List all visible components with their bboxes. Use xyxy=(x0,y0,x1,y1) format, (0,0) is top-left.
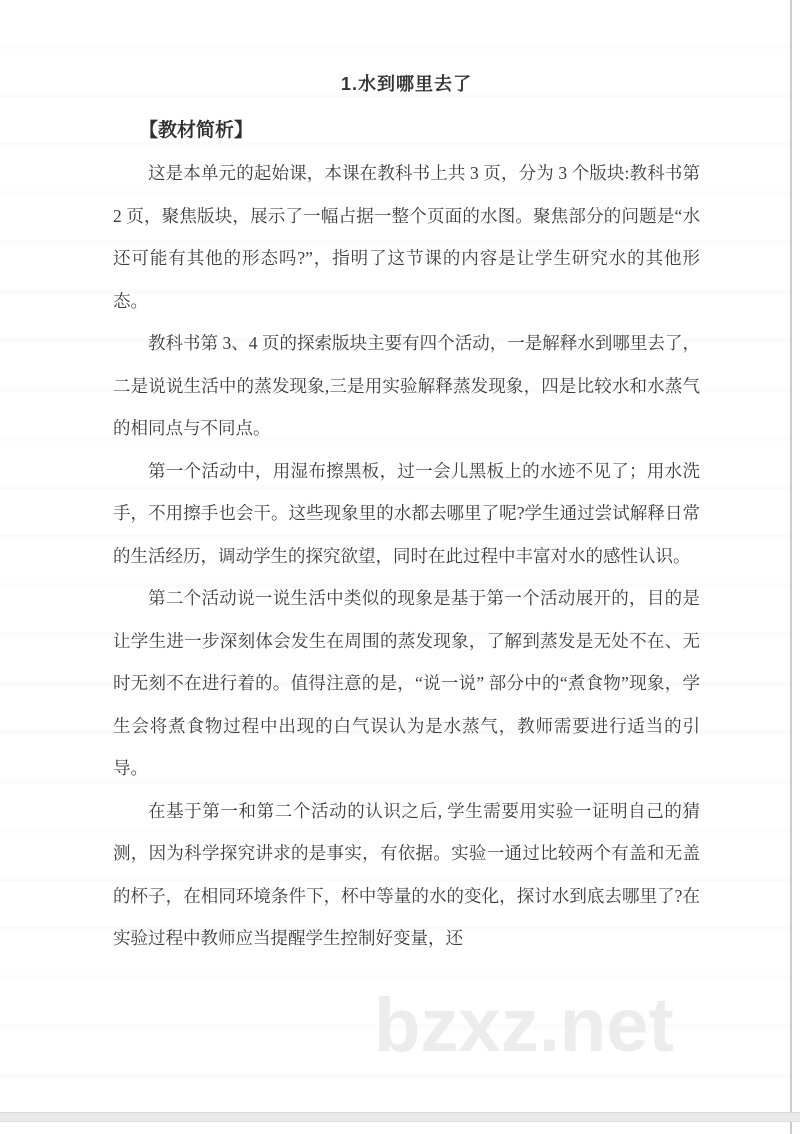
body-paragraph: 这是本单元的起始课，本课在教科书上共 3 页，分为 3 个版块:教科书第 2 页，聚焦版块，展示了一幅占据一整个页面的水图。聚焦部分的问题是“水还可能有其他的形态吗?”，指明了这节课的内容是让学生研究水的其他形态。 xyxy=(113,163,700,311)
page-separator xyxy=(0,1112,800,1122)
body-text xyxy=(113,152,700,960)
body-paragraph: 第一个活动中，用湿布擦黑板，过一会儿黑板上的水迹不见了；用水洗手，不用擦手也会干。这些现象里的水都去哪里了呢?学生通过尝试解释日常的生活经历，调动学生的探究欲望，同时在此过程中丰富对水的感性认识。 xyxy=(113,460,700,566)
watermark-text: bzxz.net xyxy=(374,983,674,1068)
page-content xyxy=(113,0,700,960)
section-heading: 【教材简析】 xyxy=(139,120,254,141)
page-title: 1.水到哪里去了 xyxy=(340,74,472,94)
body-paragraph: 第二个活动说一说生活中类似的现象是基于第一个活动展开的，目的是让学生进一步深刻体会发生在周围的蒸发现象，了解到蒸发是无处不在、无时无刻不在进行着的。值得注意的是，“说一说” 部分中的“煮食物”现象，学生会将煮食物过程中出现的白气误认为是水蒸气，教师需要进行适当的引导。 xyxy=(113,588,700,778)
next-page-top xyxy=(0,1122,792,1134)
body-paragraph: 教科书第 3、4 页的探索版块主要有四个活动，一是解释水到哪里去了，二是说说生活中的蒸发现象,三是用实验解释蒸发现象，四是比较水和水蒸气的相同点与不同点。 xyxy=(113,333,700,438)
body-paragraph: 在基于第一和第二个活动的认识之后, 学生需要用实验一证明自己的猜测，因为科学探究讲求的是事实，有依据。实验一通过比较两个有盖和无盖的杯子，在相同环境条件下，杯中等量的水的变化，探讨水到底去哪里了?在实验过程中教师应当提醒学生控制好变量，还 xyxy=(113,800,700,948)
